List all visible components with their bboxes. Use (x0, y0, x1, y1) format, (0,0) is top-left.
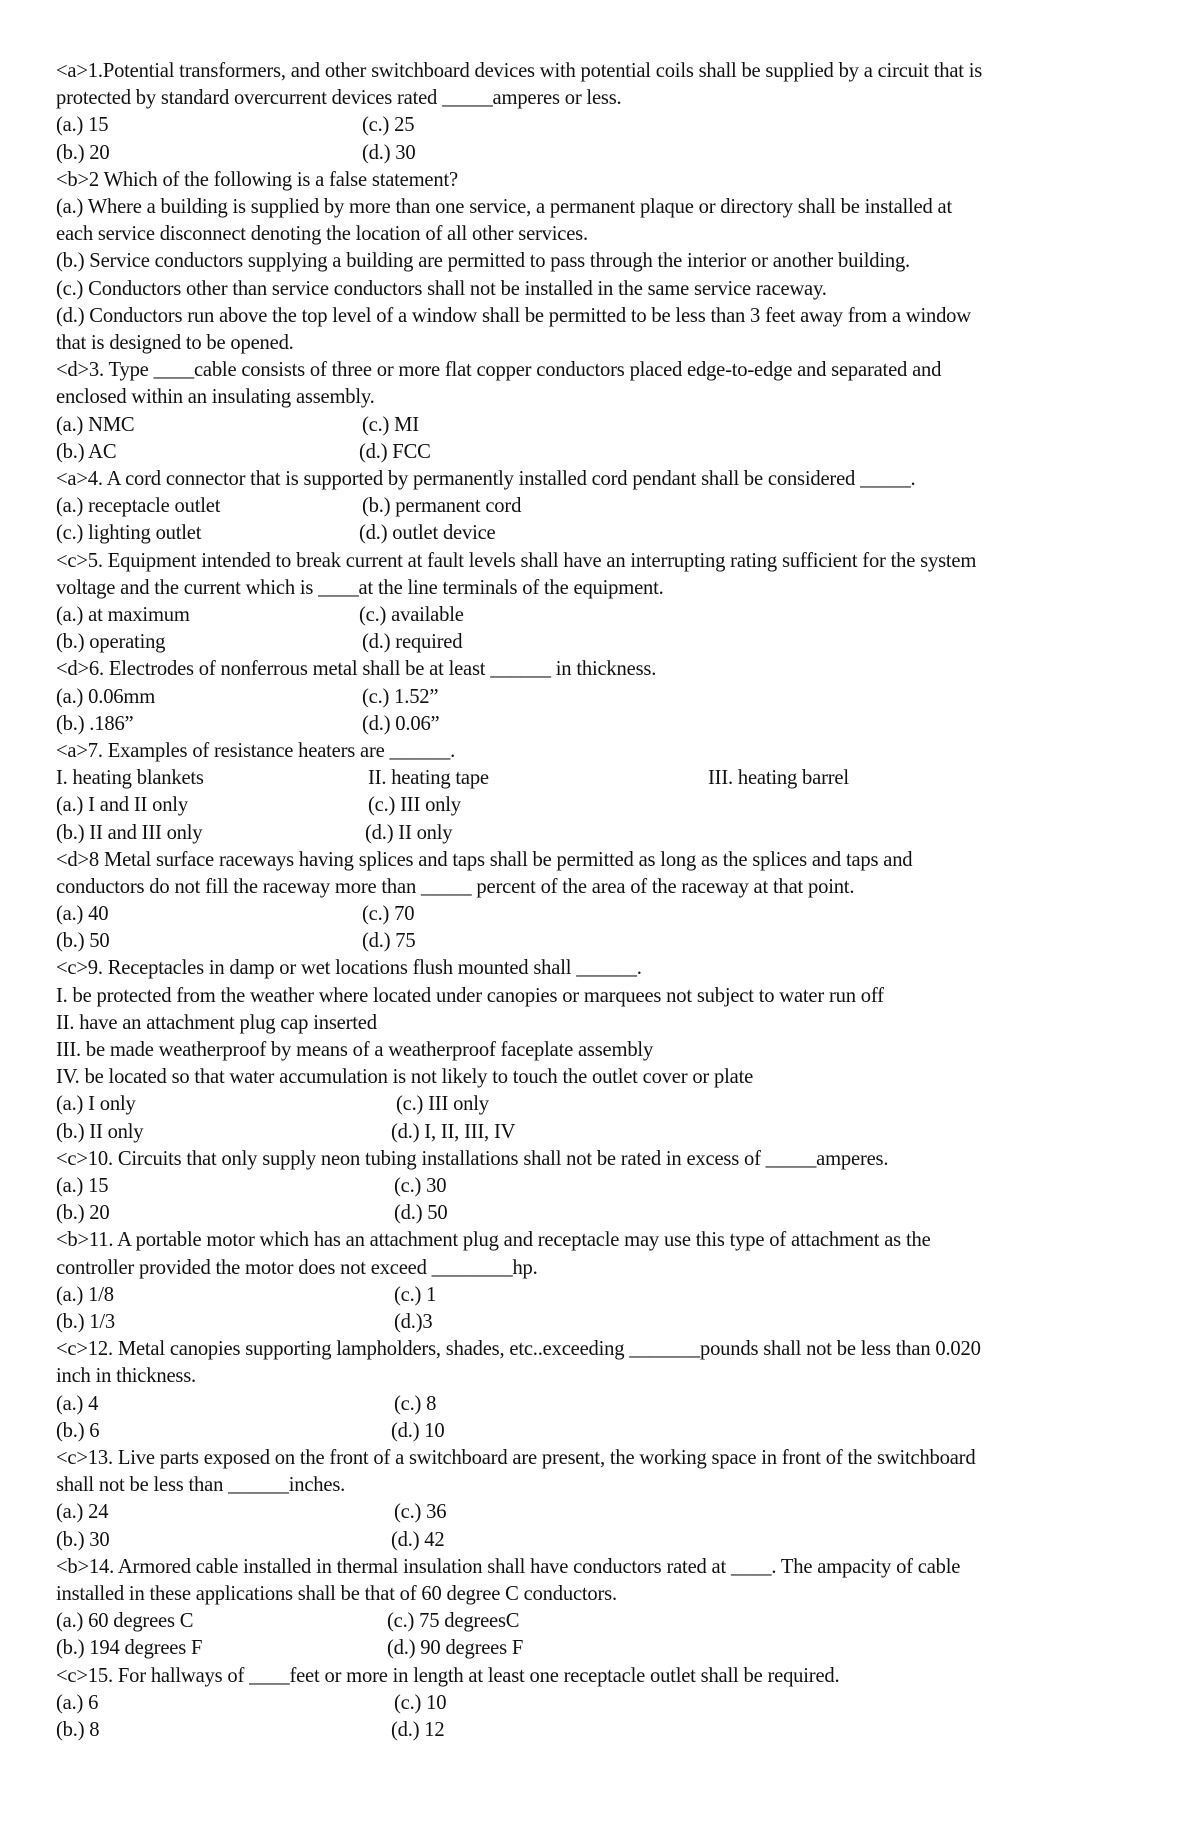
answer-options-row (56, 901, 1156, 928)
answer-option: (b.) 20 (56, 141, 110, 164)
document-line: <a>4. A cord connector that is supported by permanently installed cord pendant shall be considered _____. (56, 467, 916, 490)
answer-option: (b.) II only (56, 1120, 144, 1143)
document-line: (d.) Conductors run above the top level of a window shall be permitted to be less than 3 feet away from a window (56, 304, 971, 327)
answer-option: (a.) 24 (56, 1501, 109, 1524)
document-line: <d>3. Type ____cable consists of three or more flat copper conductors placed edge-to-edge and separated and (56, 359, 942, 382)
answer-option: (b.) 8 (56, 1718, 100, 1741)
answer-options-row (56, 792, 1156, 819)
answer-option: (c.) III only (396, 1093, 489, 1116)
document-line: <c>9. Receptacles in damp or wet locations flush mounted shall ______. (56, 957, 642, 980)
answer-option: (d.) FCC (359, 440, 431, 463)
answer-options-row (56, 684, 1156, 711)
answer-options-row (56, 1499, 1156, 1526)
answer-options-row (56, 1608, 1156, 1635)
answer-option: (c.) 1.52” (362, 685, 439, 708)
answer-option: (c.) 8 (394, 1392, 437, 1415)
document-line: <c>15. For hallways of ____feet or more in length at least one receptacle outlet shall be required. (56, 1664, 840, 1687)
answer-option: (a.) I only (56, 1093, 136, 1116)
answer-options-row (56, 765, 1156, 792)
answer-option: (a.) 40 (56, 903, 109, 926)
answer-options-row (56, 412, 1156, 439)
answer-option: (d.) I, II, III, IV (391, 1120, 516, 1143)
answer-option: (c.) 1 (394, 1283, 437, 1306)
answer-option: (c.) lighting outlet (56, 522, 202, 545)
answer-option: (b.) AC (56, 440, 117, 463)
document-line: <b>2 Which of the following is a false statement? (56, 168, 458, 191)
answer-options-row (56, 928, 1156, 955)
answer-option: (c.) 36 (394, 1501, 447, 1524)
answer-option: (b.) 6 (56, 1419, 100, 1442)
document-line: <d>6. Electrodes of nonferrous metal shall be at least ______ in thickness. (56, 658, 657, 681)
document-line: protected by standard overcurrent devices rated _____amperes or less. (56, 87, 622, 110)
answer-option: (a.) 4 (56, 1392, 99, 1415)
answer-options-row (56, 493, 1156, 520)
answer-option: (c.) 30 (394, 1175, 447, 1198)
answer-option: (d.) 0.06” (362, 712, 440, 735)
answer-options-row (56, 1282, 1156, 1309)
answer-options-row (56, 1635, 1156, 1662)
document-line: controller provided the motor does not exceed ________hp. (56, 1256, 538, 1279)
answer-options-row (56, 1527, 1156, 1554)
document-line: (c.) Conductors other than service conductors shall not be installed in the same service raceway. (56, 277, 827, 300)
document-line: installed in these applications shall be that of 60 degree C conductors. (56, 1582, 617, 1605)
answer-option: (d.)3 (394, 1311, 433, 1334)
answer-options-row (56, 439, 1156, 466)
answer-options-row (56, 1717, 1156, 1744)
answer-option: (b.) 194 degrees F (56, 1637, 203, 1660)
document-line: I. be protected from the weather where located under canopies or marquees not subject to water run off (56, 984, 884, 1007)
document-line: <b>11. A portable motor which has an attachment plug and receptacle may use this type of attachment as the (56, 1229, 931, 1252)
document-line: (a.) Where a building is supplied by more than one service, a permanent plaque or directory shall be installed at (56, 195, 952, 218)
answer-option: (b.) 30 (56, 1528, 110, 1551)
answer-options-row (56, 711, 1156, 738)
answer-option: (c.) 10 (394, 1691, 447, 1714)
answer-option: (b.) 1/3 (56, 1311, 116, 1334)
document-line: III. be made weatherproof by means of a weatherproof faceplate assembly (56, 1039, 654, 1062)
document-line: <a>7. Examples of resistance heaters are ______. (56, 739, 456, 762)
document-line: <c>5. Equipment intended to break current at fault levels shall have an interrupting rating sufficient for the system (56, 549, 977, 572)
answer-options-row (56, 1690, 1156, 1717)
exam-document (56, 58, 1156, 1744)
answer-option: (d.) required (362, 631, 463, 654)
answer-option: (a.) I and II only (56, 794, 188, 817)
answer-option: (a.) 15 (56, 114, 109, 137)
document-line: <b>14. Armored cable installed in thermal insulation shall have conductors rated at ____. The ampacity of cable (56, 1555, 961, 1578)
answer-option: (b.) operating (56, 631, 166, 654)
answer-option: (d.) II only (365, 821, 453, 844)
answer-option: (d.) 42 (391, 1528, 445, 1551)
answer-options-row (56, 112, 1156, 139)
answer-options-row (56, 602, 1156, 629)
answer-option: (d.) 12 (391, 1718, 445, 1741)
answer-option: (c.) III only (368, 794, 461, 817)
answer-option: (a.) receptacle outlet (56, 495, 221, 518)
document-line: inch in thickness. (56, 1365, 196, 1388)
document-line: that is designed to be opened. (56, 332, 294, 354)
document-line: <d>8 Metal surface raceways having splices and taps shall be permitted as long as the splices and taps and (56, 848, 913, 871)
answer-option: (b.) 20 (56, 1202, 110, 1225)
answer-options-row (56, 520, 1156, 547)
answer-option: (d.) 50 (394, 1202, 448, 1225)
document-line: shall not be less than ______inches. (56, 1474, 346, 1497)
answer-option: (a.) 15 (56, 1175, 109, 1198)
document-line: II. have an attachment plug cap inserted (56, 1011, 377, 1034)
answer-option: (b.) permanent cord (362, 495, 522, 518)
answer-option: (d.) 90 degrees F (387, 1637, 524, 1660)
answer-option: (b.) 50 (56, 930, 110, 953)
document-line: (b.) Service conductors supplying a building are permitted to pass through the interior or another building. (56, 250, 911, 273)
document-line: each service disconnect denoting the location of all other services. (56, 223, 588, 246)
answer-option: (a.) 60 degrees C (56, 1610, 194, 1633)
answer-options-row (56, 1200, 1156, 1227)
answer-option: (c.) available (359, 603, 464, 626)
answer-options-row (56, 1119, 1156, 1146)
document-line: <c>10. Circuits that only supply neon tubing installations shall not be rated in excess of _____amperes. (56, 1147, 889, 1170)
document-line: IV. be located so that water accumulation is not likely to touch the outlet cover or plate (56, 1066, 754, 1089)
answer-option: (d.) 10 (391, 1419, 445, 1442)
answer-option: (c.) 25 (362, 114, 415, 137)
answer-option: (c.) 70 (362, 903, 415, 926)
document-line: <c>12. Metal canopies supporting lampholders, shades, etc..exceeding _______pounds shall not be less than 0.020 (56, 1338, 981, 1361)
answer-options-row (56, 629, 1156, 656)
document-line: conductors do not fill the raceway more than _____ percent of the area of the raceway at that point. (56, 875, 855, 898)
answer-option: (b.) .186” (56, 712, 134, 735)
answer-option: (a.) 0.06mm (56, 685, 156, 708)
answer-option: III. heating barrel (708, 767, 849, 790)
answer-options-row (56, 1173, 1156, 1200)
answer-options-row (56, 820, 1156, 847)
answer-option: I. heating blankets (56, 767, 204, 790)
answer-option: (a.) 1/8 (56, 1283, 114, 1306)
answer-option: (a.) NMC (56, 413, 135, 436)
answer-options-row (56, 1418, 1156, 1445)
answer-option: (a.) 6 (56, 1691, 99, 1714)
answer-options-row (56, 1091, 1156, 1118)
answer-option: (a.) at maximum (56, 603, 190, 626)
answer-option: (b.) II and III only (56, 821, 203, 844)
document-line: enclosed within an insulating assembly. (56, 386, 375, 409)
answer-option: (c.) MI (362, 413, 419, 436)
document-line: <c>13. Live parts exposed on the front of a switchboard are present, the working space in front of the switchboard (56, 1447, 976, 1469)
document-line: <a>1.Potential transformers, and other switchboard devices with potential coils shall be supplied by a circuit that is (56, 60, 983, 82)
answer-option: (d.) 75 (362, 930, 416, 953)
answer-options-row (56, 1309, 1156, 1336)
answer-option: (d.) outlet device (359, 522, 496, 545)
answer-options-row (56, 140, 1156, 167)
answer-options-row (56, 1391, 1156, 1418)
document-line: voltage and the current which is ____at the line terminals of the equipment. (56, 576, 664, 599)
answer-option: II. heating tape (368, 767, 489, 790)
answer-option: (d.) 30 (362, 141, 416, 164)
answer-option: (c.) 75 degreesC (387, 1610, 520, 1633)
